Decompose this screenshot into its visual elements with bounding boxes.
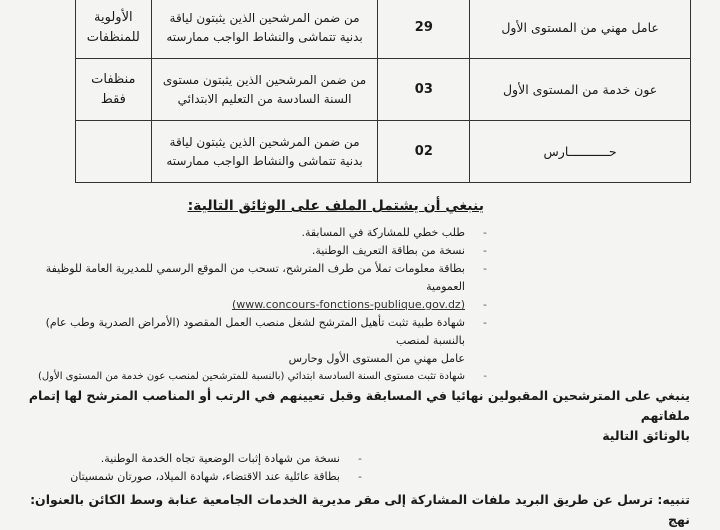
post-cell: حـــــــــــارس [470,121,691,183]
condition-cell: من ضمن المرشحين الذين يثبتون لياقة بدنية تتماشى والنشاط الواجب ممارسته [151,121,378,183]
docs-heading: ينبغي أن يشتمل الملف على الوثائق التالية: [187,198,484,214]
post-cell: عامل مهني من المستوى الأول [470,0,691,59]
count-cell: 29 [378,0,470,59]
document-body [10,196,690,530]
table-row [76,0,691,59]
table-row [76,59,691,121]
note-cell: الأولوية للمنظفات [76,0,152,59]
doc-item: - طلب خطي للمشاركة في المسابقة. [10,224,465,242]
accepted-doc-item: - بطاقة عائلية عند الاقتضاء، شهادة الميلاد، صورتان شمسيتان [10,468,340,486]
doc-url-link[interactable]: - (www.concours-fonctions-publique.gov.dz) [10,296,465,314]
condition-cell: من ضمن المرشحين الذين يثبتون مستوى السنة السادسة من التعليم الابتدائي [151,59,378,121]
accepted-paragraph-2: بالوثائق التالية [602,428,690,443]
doc-item: - بطاقة معلومات تملأ من طرف المترشح، تسحب من الموقع الرسمي للمديرية العامة للوظيفة العمومية [10,260,465,296]
doc-item: - شهادة طبية تثبت تأهيل المترشح لشغل منصب العمل المقصود (الأمراض الصدرية وطب عام) بالنسبة لمنصب [10,314,465,350]
condition-cell: من ضمن المرشحين الذين يثبتون لياقة بدنية تتماشى والنشاط الواجب ممارسته [151,0,378,59]
note-cell: منظفات فقط [76,59,152,121]
note-cell [76,121,152,183]
doc-item: - شهادة تثبت مستوى السنة السادسة ابتدائي (بالنسبة للمترشحين لمنصب عون خدمة من المستوى الأول) [10,368,465,386]
count-cell: 02 [378,121,470,183]
count-cell: 03 [378,59,470,121]
accepted-doc-item: - نسخة من شهادة إثبات الوضعية تجاه الخدمة الوطنية. [10,450,340,468]
notice-text: تنبيه: ترسل عن طريق البريد ملفات المشاركة إلى مقر مديرية الخدمات الجامعية عنابة وسط الكائن بالعنوان: نهج [30,492,690,527]
doc-item: - نسخة من بطاقة التعريف الوطنية. [10,242,465,260]
doc-item-continued: عامل مهني من المستوى الأول وحارس [288,352,465,365]
accepted-paragraph: ينبغي على المترشحين المقبولين نهائيا في المسابقة وقبل تعيينهم في الرتب أو المناصب المترشح لها إتمام ملفاتهم [28,388,690,423]
post-cell: عون خدمة من المستوى الأول [470,59,691,121]
table-row [76,121,691,183]
positions-table [75,0,691,183]
